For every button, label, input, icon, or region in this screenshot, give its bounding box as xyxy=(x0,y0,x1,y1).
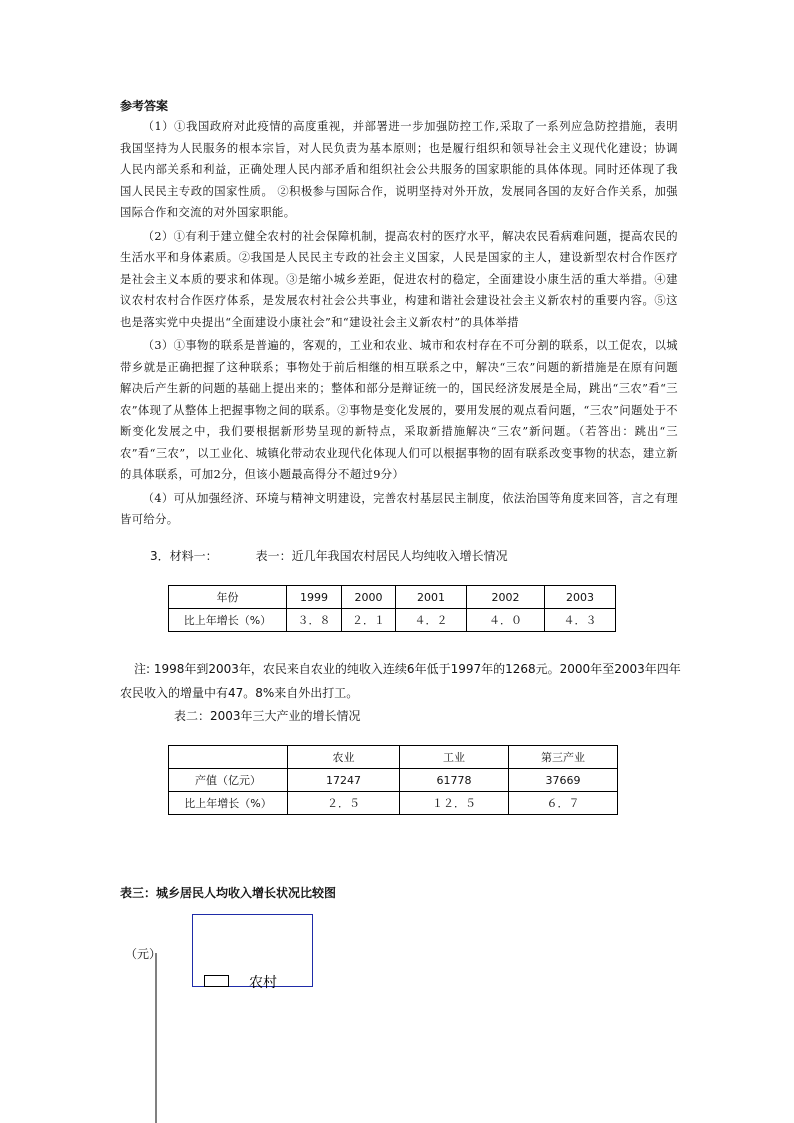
table1-row-label: 比上年增长（%） xyxy=(169,609,287,632)
table1-year-cell: 1999 xyxy=(287,586,342,609)
table1-year-cell: 2000 xyxy=(342,586,396,609)
question3-intro-line xyxy=(150,547,508,564)
table2-value-cell: １２．５ xyxy=(400,792,509,815)
table2-row-label: 产值（亿元） xyxy=(169,769,288,792)
income-comparison-chart xyxy=(100,905,360,1123)
answer-paragraph-3: （3）①事物的联系是普遍的，客观的，工业和农业、城市和农村存在不可分割的联系，以工促农，以城带乡就是正确把握了这种联系；事物处于前后相继的相互联系之中，解决“三农”问题的新措施是在原有问题解决后产生新的问题的基础上提出来的；整体和部分是辩证统一的，国民经济发展是全局，跳出“三农”看“三农”体现了从整体上把握事物之间的联系。②事物是变化发展的，要用发展的观点看问题，“三农”问题处于不断变化发展之中，我们要根据新形势呈现的新特点，采取新措施解决“三农”新问题。（若答出：跳出“三农”看“三农”，以工业化、城镇化带动农业现代化体现人们可以根据事物的固有联系改变事物的状态，建立新的具体联系，可加2分，但该小题最高得分不超过9分） xyxy=(120,339,678,481)
table1-year-cell: 2001 xyxy=(396,586,467,609)
table2-value-cell: 37669 xyxy=(509,769,618,792)
table-row xyxy=(169,769,618,792)
table2-industry-growth xyxy=(168,745,618,815)
table2-column-header: 第三产业 xyxy=(509,746,618,769)
note-line-2: 农民收入的增量中有47。8%来自外出打工。 xyxy=(120,686,359,700)
question3-intro: 3．材料一： xyxy=(150,549,218,563)
answer-body xyxy=(120,116,678,533)
table1-rural-income-growth xyxy=(168,585,616,632)
table2-column-header: 农业 xyxy=(288,746,400,769)
table2-value-cell: ６．７ xyxy=(509,792,618,815)
table1-note xyxy=(120,657,690,705)
table1-growth-cell: ４．２ xyxy=(396,609,467,632)
table1-header-label: 年份 xyxy=(169,586,287,609)
table-row xyxy=(169,746,618,769)
legend-label-rural: 农村 xyxy=(249,975,277,991)
table2-column-header: 工业 xyxy=(400,746,509,769)
chart-unit-label: （元） xyxy=(125,947,162,961)
table1-growth-cell: ２．１ xyxy=(342,609,396,632)
table2-corner-cell xyxy=(169,746,288,769)
table1-growth-cell: ３．８ xyxy=(287,609,342,632)
table2-row-label: 比上年增长（%） xyxy=(169,792,288,815)
table2-value-cell: 61778 xyxy=(400,769,509,792)
answer-paragraph-2: （2）①有利于建立健全农村的社会保障机制，提高农村的医疗水平，解决农民看病难问题，提高农民的生活水平和身体素质。②我国是人民民主专政的社会主义国家，人民是国家的主人，建设新型农村合作医疗是社会主义本质的要求和体现。③是缩小城乡差距，促进农村的稳定，全面建设小康生活的重大举措。④建议农村农村合作医疗体系，是发展农村社会公共事业，构建和谐社会建设社会主义新农村的重要内容。⑤这也是落实党中央提出“全面建设小康社会”和“建设社会主义新农村”的具体举措 xyxy=(120,229,678,329)
table-row xyxy=(169,792,618,815)
answer-paragraph-1: （1）①我国政府对此疫情的高度重视，并部署进一步加强防控工作,采取了一系列应急防控措施，表明我国坚持为人民服务的根本宗旨，对人民负责为基本原则；也是履行组织和领导社会主义现代化建设；协调人民内部关系和利益，正确处理人民内部矛盾和组织社会公共服务的国家职能的具体体现。同时还体现了我国人民民主专政的国家性质。 ②积极参与国际合作，说明坚持对外开放，发展同各国的友好合作关系，加强国际合作和交流的对外国家职能。 xyxy=(120,120,678,219)
table1-growth-cell: ４．０ xyxy=(467,609,545,632)
table1-growth-cell: ４．３ xyxy=(545,609,616,632)
table2-value-cell: 17247 xyxy=(288,769,400,792)
table3-title: 表三：城乡居民人均收入增长状况比较图 xyxy=(120,886,337,900)
legend-swatch-rural xyxy=(205,976,229,987)
table-row xyxy=(169,586,616,609)
table1-year-cell: 2002 xyxy=(467,586,545,609)
table2-value-cell: ２．５ xyxy=(288,792,400,815)
table2-title: 表二：2003年三大产业的增长情况 xyxy=(174,709,361,723)
table1-year-cell: 2003 xyxy=(545,586,616,609)
table-row xyxy=(169,609,616,632)
reference-answer-heading: 参考答案 xyxy=(120,99,169,113)
note-line-1: 注: 1998年到2003年，农民来自农业的纯收入连续6年低于1997年的1268元。2000年至2003年四年 xyxy=(134,662,681,676)
table1-title: 表一：近几年我国农村居民人均纯收入增长情况 xyxy=(255,549,508,563)
answer-paragraph-4: （4）可从加强经济、环境与精神文明建设，完善农村基层民主制度，依法治国等角度来回答，言之有理皆可给分。 xyxy=(120,491,678,526)
